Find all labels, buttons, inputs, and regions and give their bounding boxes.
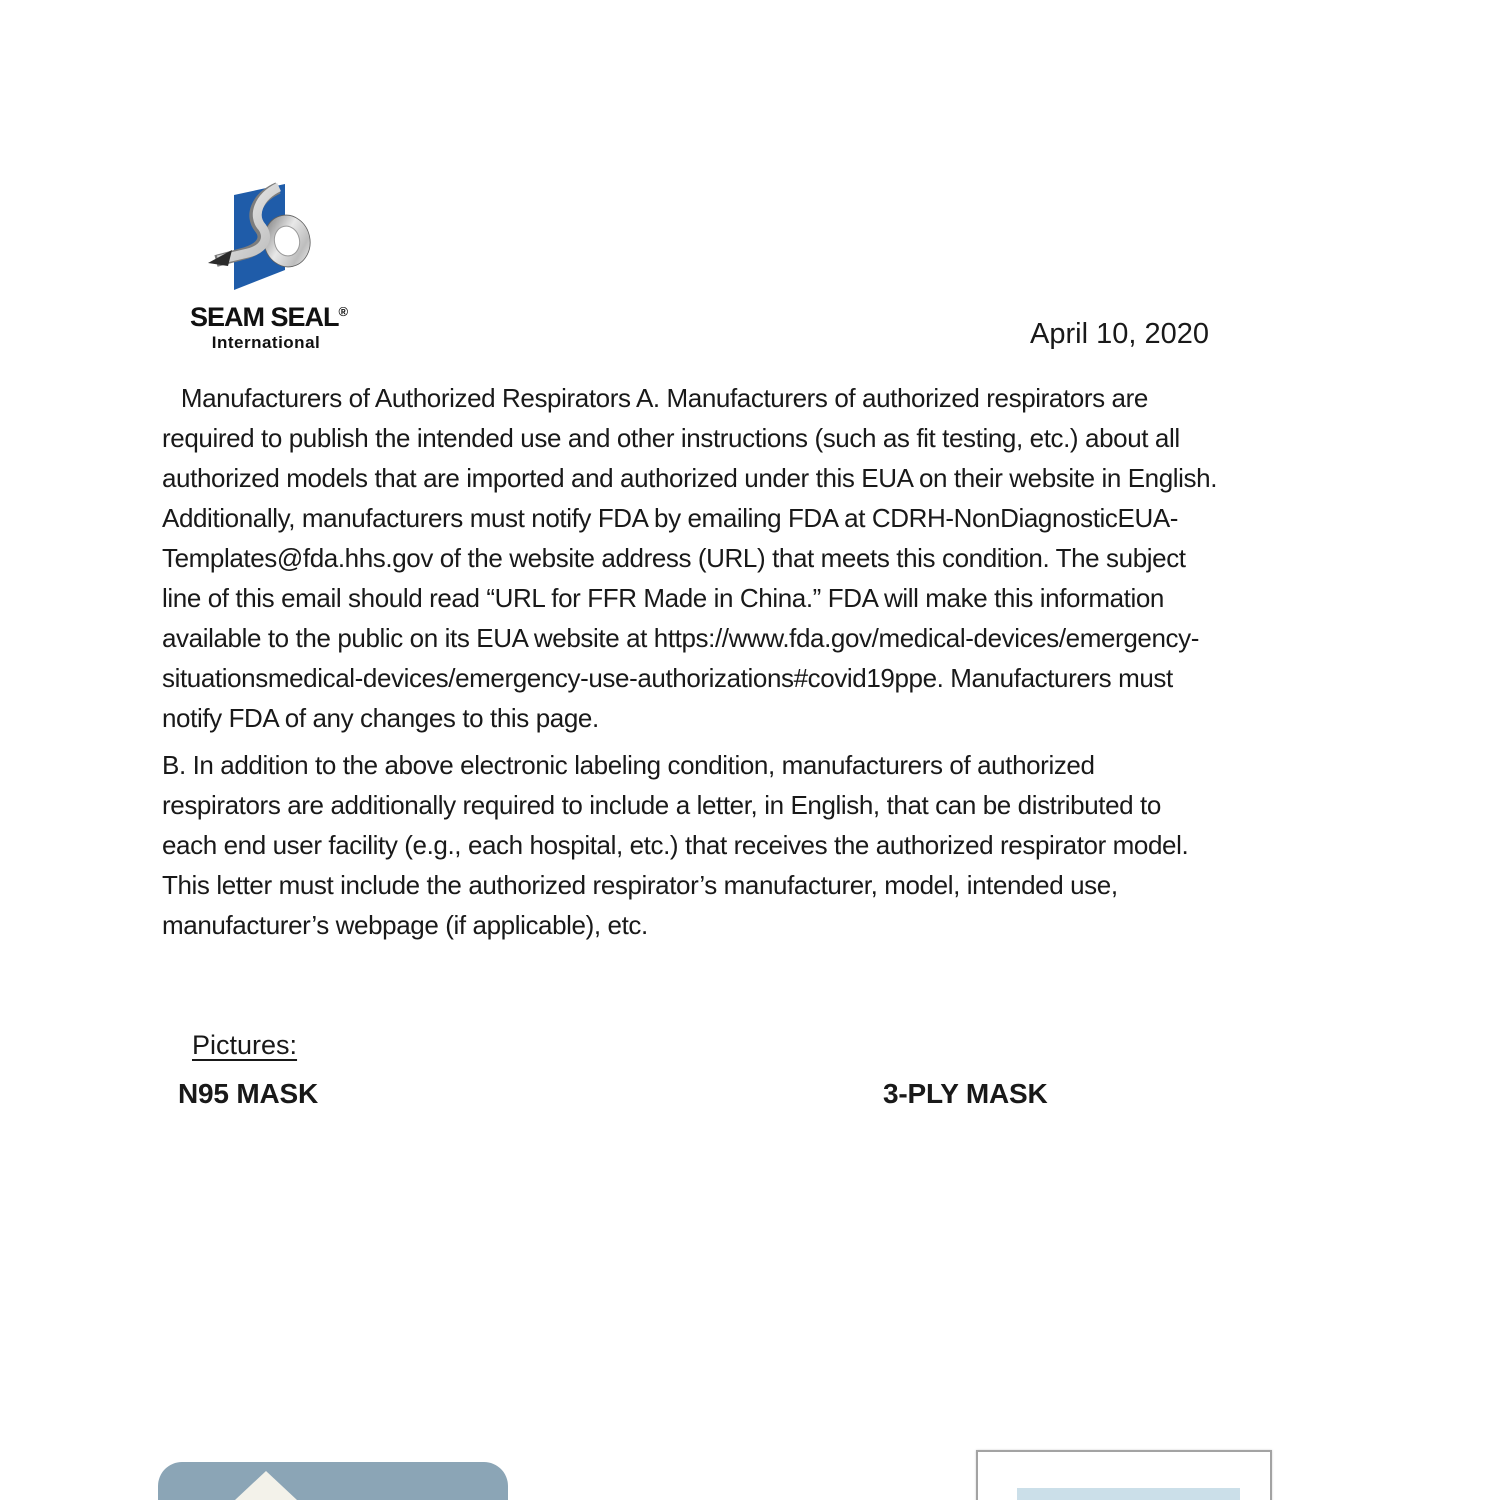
- text-line: Manufacturers of Authorized Respirators A. Manufacturers of authorized respirators are: [174, 383, 1148, 413]
- text-line: line of this email should read “URL for FFR Made in China.” FDA will make this information: [162, 583, 1164, 613]
- n95-mask-label: N95 MASK: [178, 1078, 318, 1109]
- text-line: respirators are additionally required to include a letter, in English, that can be distributed to: [162, 790, 1161, 820]
- pictures-heading: Pictures:: [192, 1030, 298, 1060]
- seam-seal-logo: [190, 176, 349, 353]
- logo-name-text: SEAM SEAL: [190, 302, 339, 332]
- 3ply-mask-label: 3-PLY MASK: [883, 1078, 1048, 1109]
- text-line: manufacturer’s webpage (if applicable), etc.: [162, 910, 648, 940]
- paragraph-b: [162, 745, 1188, 945]
- n95-mask-photo: [158, 1462, 508, 1500]
- text-line: situationsmedical-devices/emergency-use-authorizations#covid19ppe. Manufacturers must: [162, 663, 1173, 693]
- seam-seal-logo-graphic: [190, 176, 342, 300]
- text-line: each end user facility (e.g., each hospital, etc.) that receives the authorized respirator model.: [162, 830, 1189, 860]
- text-line: This letter must include the authorized respirator’s manufacturer, model, intended use,: [162, 870, 1118, 900]
- text-line: Additionally, manufacturers must notify FDA by emailing FDA at CDRH-NonDiagnosticEUA-: [162, 503, 1179, 533]
- logo-wordmark: [190, 302, 349, 333]
- paragraph-a: [162, 378, 1217, 738]
- 3ply-mask-photo: [976, 1450, 1272, 1500]
- text-line: authorized models that are imported and authorized under this EUA on their website in English.: [162, 463, 1218, 493]
- text-line: Templates@fda.hhs.gov of the website address (URL) that meets this condition. The subject: [162, 543, 1186, 573]
- text-line: B. In addition to the above electronic labeling condition, manufacturers of authorized: [162, 750, 1095, 780]
- logo-subtitle: International: [211, 333, 321, 352]
- letter-date: April 10, 2020: [1030, 318, 1209, 350]
- registered-trademark-symbol: ®: [338, 304, 349, 319]
- 3ply-mask-edge-shape: [1017, 1488, 1240, 1500]
- text-line: notify FDA of any changes to this page.: [162, 703, 599, 733]
- n95-mask-fold-shape: [235, 1471, 297, 1500]
- text-line: required to publish the intended use and other instructions (such as fit testing, etc.) about all: [162, 423, 1180, 453]
- text-line: available to the public on its EUA website at https://www.fda.gov/medical-devices/emergency-: [162, 623, 1199, 653]
